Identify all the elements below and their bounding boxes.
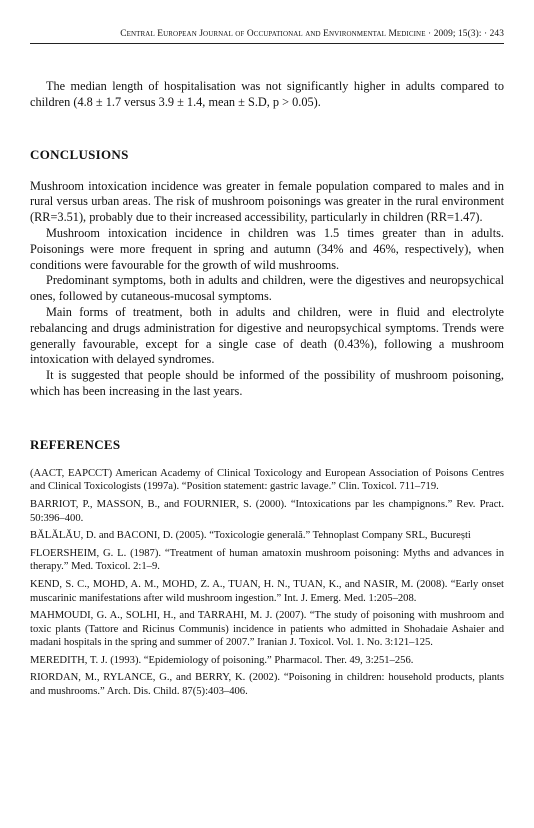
conclusion-paragraph: Main forms of treatment, both in adults and children, were in fluid and electrolyte rebalancing and drugs administration for digestive and neuropsychical symptoms. Trends were generally favourable, except for a single case of death (0.43%), following a mushroom intoxication with delayed syndromes. [30, 304, 504, 367]
conclusion-paragraph: Mushroom intoxication incidence in children was 1.5 times greater than in adults. Poisonings were more frequent in spring and autumn (34% and 46%, respectively), when conditions were favourable for the growth of wild mushrooms. [30, 225, 504, 272]
reference-item: MAHMOUDI, G. A., SOLHI, H., and TARRAHI, M. J. (2007). “The study of poisoning with mushroom and toxic plants (Tattore and Ricinus Communis) incidence in patients who admitted in Shohadaie Ashaier and madani hospitals in the spring and summer of 2007.” Iranian J. Toxicol. Vol. 1. No. 3:121–125. [30, 610, 504, 649]
references-heading: REFERENCES [30, 436, 121, 452]
reference-item: MEREDITH, T. J. (1993). “Epidemiology of poisoning.” Pharmacol. Ther. 49, 3:251–256. [30, 654, 414, 666]
conclusions-heading: CONCLUSIONS [30, 146, 129, 162]
intro-section [30, 79, 504, 111]
running-head [30, 28, 504, 40]
journal-citation: · 2009; 15(3): · 243 [428, 29, 504, 39]
conclusion-paragraph: Mushroom intoxication incidence was greater in female population compared to males and in rural versus urban areas. The risk of mushroom poisonings was greater in the rural environment (RR=3.51), probably due to their increased accessibility, particularly in children (RR=1.47). [30, 178, 504, 225]
conclusion-paragraph: Predominant symptoms, both in adults and children, were the digestives and neuropsychical ones, followed by cutaneous-mucosal symptoms. [30, 273, 504, 304]
reference-list [30, 467, 504, 699]
reference-item: RIORDAN, M., RYLANCE, G., and BERRY, K. (2002). “Poisoning in children: household products, plants and mushrooms.” Arch. Dis. Child. 87(5):403–406. [30, 672, 504, 698]
conclusion-paragraph: It is suggested that people should be informed of the possibility of mushroom poisoning, which has been increasing in the last years. [30, 368, 504, 398]
reference-item: FLOERSHEIM, G. L. (1987). “Treatment of human amatoxin mushroom poisoning: Myths and advances in therapy.” Med. Toxicol. 2:1–9. [30, 547, 504, 573]
page [30, 28, 504, 703]
header-rule [30, 43, 504, 44]
conclusions-body [30, 179, 504, 400]
reference-item: BARRIOT, P., MASSON, B., and FOURNIER, S. (2000). “Intoxications par les champignons.” Rev. Pract. 50:396–400. [30, 498, 504, 524]
journal-name: Central European Journal of Occupational and Environmental Medicine [120, 29, 426, 39]
intro-paragraph: The median length of hospitalisation was not significantly higher in adults compared to children (4.8 ± 1.7 versus 3.9 ± 1.4, mean ± S.D, p > 0.05). [30, 79, 504, 109]
reference-item: KEND, S. C., MOHD, A. M., MOHD, Z. A., TUAN, H. N., TUAN, K., and NASIR, M. (2008). “Early onset muscarinic manifestations after wild mushroom ingestion.” Int. J. Emerg. Med. 1:205–208. [30, 578, 504, 604]
reference-item: BĂLĂLĂU, D. and BACONI, D. (2005). “Toxicologie generală.” Tehnoplast Company SRL, București [30, 530, 471, 542]
reference-item: (AACT, EAPCCT) American Academy of Clinical Toxicology and European Association of Poisons Centres and Clinical Toxicologists (1997a). “Position statement: gastric lavage.” Clin. Toxicol. 711–719. [30, 467, 504, 493]
